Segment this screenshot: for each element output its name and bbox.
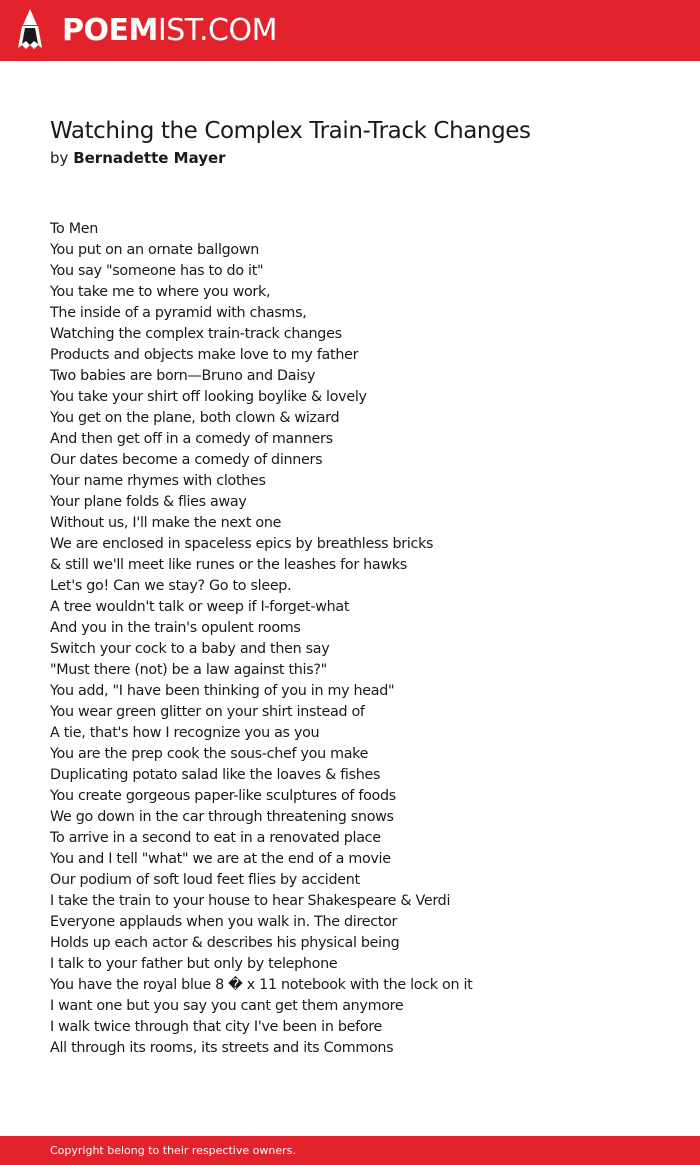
poem-line: Holds up each actor & describes his physical being bbox=[50, 935, 400, 951]
poem-line: Our podium of soft loud feet flies by accident bbox=[50, 872, 360, 888]
poem-line: You create gorgeous paper-like sculptures of foods bbox=[50, 788, 396, 804]
byline bbox=[50, 148, 226, 169]
poem-line: And then get off in a comedy of manners bbox=[50, 431, 333, 447]
by-label: by bbox=[50, 149, 69, 167]
poem-line: To Men bbox=[50, 221, 98, 237]
poem-line: You take me to where you work, bbox=[50, 284, 271, 300]
poem-line: I take the train to your house to hear Shakespeare & Verdi bbox=[50, 893, 451, 909]
poem-line: The inside of a pyramid with chasms, bbox=[50, 305, 307, 321]
site-header bbox=[0, 0, 700, 61]
poem-line: Let's go! Can we stay? Go to sleep. bbox=[50, 578, 292, 594]
poem-line: You are the prep cook the sous-chef you make bbox=[50, 746, 369, 762]
poem-line: Your plane folds & flies away bbox=[50, 494, 247, 510]
logo-text-light: IST.COM bbox=[157, 13, 277, 48]
poem-line: Without us, I'll make the next one bbox=[50, 515, 282, 531]
poem-line: Everyone applauds when you walk in. The director bbox=[50, 914, 398, 930]
poem-line: To arrive in a second to eat in a renovated place bbox=[50, 830, 381, 846]
poem-line: I walk twice through that city I've been in before bbox=[50, 1019, 383, 1035]
poem-line: Duplicating potato salad like the loaves & fishes bbox=[50, 767, 381, 783]
copyright-notice: Copyright belong to their respective owners. bbox=[50, 1144, 296, 1157]
poem-line: I want one but you say you cant get them anymore bbox=[50, 998, 404, 1014]
site-footer bbox=[0, 1136, 700, 1165]
poem-line: You have the royal blue 8 � x 11 notebook with the lock on it bbox=[50, 977, 473, 993]
poem-line: A tree wouldn't talk or weep if I-forget-what bbox=[50, 599, 350, 615]
site-logo[interactable] bbox=[62, 13, 277, 49]
poem-line: You wear green glitter on your shirt instead of bbox=[50, 704, 365, 720]
pencil-icon[interactable] bbox=[16, 8, 44, 52]
poem-line: Watching the complex train-track changes bbox=[50, 326, 342, 342]
poem-line: You and I tell "what" we are at the end of a movie bbox=[50, 851, 391, 867]
poem-line: You say "someone has to do it" bbox=[50, 263, 264, 279]
poem-line: You add, "I have been thinking of you in my head" bbox=[50, 683, 395, 699]
poem-line: Your name rhymes with clothes bbox=[50, 473, 266, 489]
poem-line: Our dates become a comedy of dinners bbox=[50, 452, 323, 468]
poem-line: And you in the train's opulent rooms bbox=[50, 620, 301, 636]
poem-line: We go down in the car through threatening snows bbox=[50, 809, 394, 825]
poem-line: A tie, that's how I recognize you as you bbox=[50, 725, 320, 741]
poem-line: & still we'll meet like runes or the leashes for hawks bbox=[50, 557, 407, 573]
poem-line: You get on the plane, both clown & wizard bbox=[50, 410, 340, 426]
poem-body bbox=[50, 219, 670, 1059]
poem-line: "Must there (not) be a law against this?" bbox=[50, 662, 327, 678]
poem-line: Two babies are born—Bruno and Daisy bbox=[50, 368, 316, 384]
poem-title: Watching the Complex Train-Track Changes bbox=[50, 118, 531, 144]
poem-line: All through its rooms, its streets and its Commons bbox=[50, 1040, 394, 1056]
poem-line: Products and objects make love to my father bbox=[50, 347, 359, 363]
poem-line: We are enclosed in spaceless epics by breathless bricks bbox=[50, 536, 434, 552]
poem-line: You take your shirt off looking boylike & lovely bbox=[50, 389, 367, 405]
poem-line: You put on an ornate ballgown bbox=[50, 242, 259, 258]
logo-text-bold: POEM bbox=[62, 13, 158, 48]
poem-line: Switch your cock to a baby and then say bbox=[50, 641, 330, 657]
author-name: Bernadette Mayer bbox=[73, 149, 226, 167]
poem-line: I talk to your father but only by telephone bbox=[50, 956, 338, 972]
